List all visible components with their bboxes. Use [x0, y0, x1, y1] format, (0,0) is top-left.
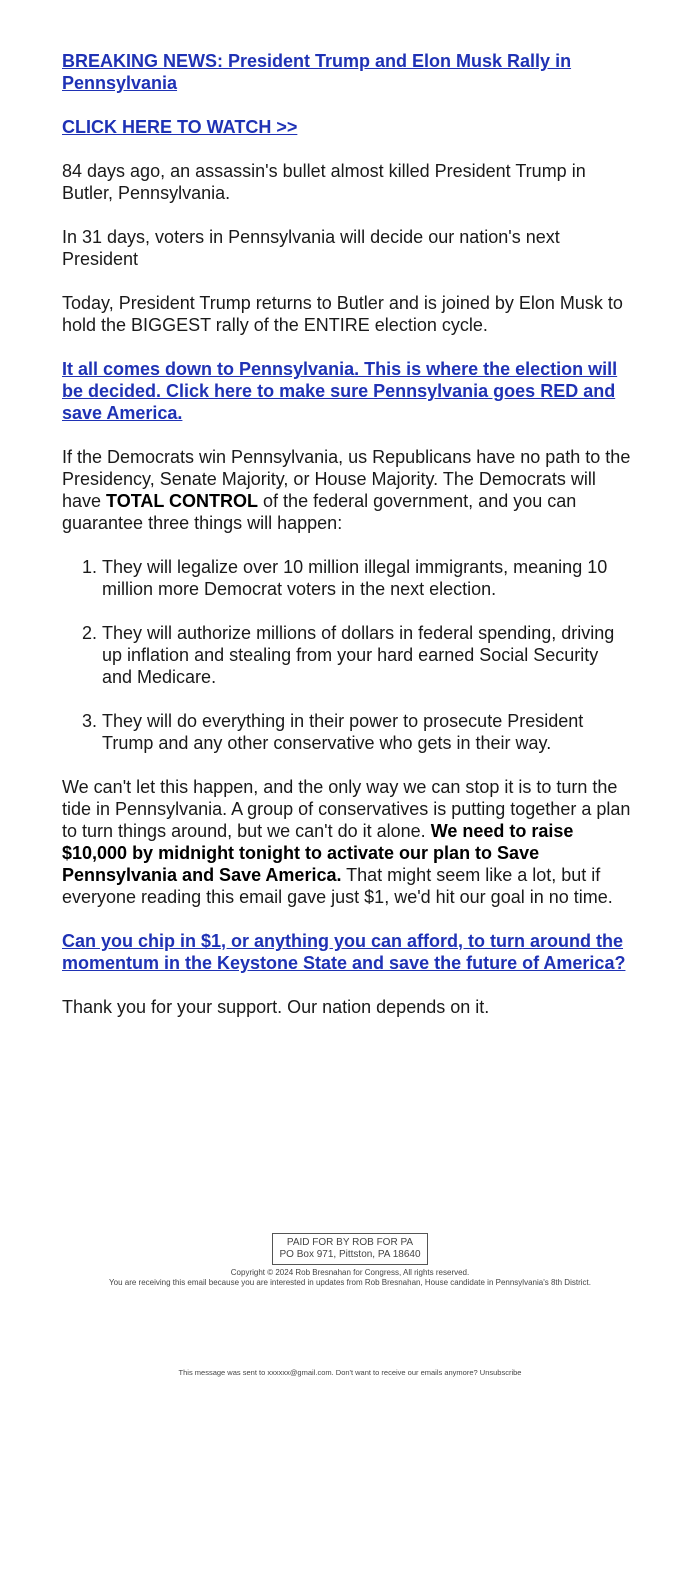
- plan-text-before: We can't let this happen, and the only way we can stop it is to turn the tide in Pennsylvania. A group of conservatives is putting together a plan to turn things around, but we can't do it alone.: [62, 777, 631, 841]
- email-body: [62, 50, 632, 1040]
- democrats-paragraph: [62, 446, 632, 534]
- watch-link[interactable]: CLICK HERE TO WATCH >>: [62, 117, 298, 137]
- total-control-bold: TOTAL CONTROL: [106, 491, 259, 511]
- thanks-paragraph: Thank you for your support. Our nation depends on it.: [62, 997, 490, 1017]
- headline-paragraph: [62, 50, 632, 94]
- mailing-address: PO Box 971, Pittston, PA 18640: [279, 1249, 421, 1260]
- copyright-text: Copyright © 2024 Rob Bresnahan for Congress, All rights reserved.: [230, 1268, 470, 1277]
- threat-item: 3. They will do everything in their power to prosecute President Trump and any other conservative who gets in their way.: [102, 710, 632, 754]
- fundraising-goal-bold: We need to raise $10,000 by midnight tonight to activate our plan to Save Pennsylvania and Save America.: [62, 821, 574, 885]
- paid-for-line: PAID FOR BY ROB FOR PA: [286, 1237, 414, 1248]
- watch-paragraph: [62, 116, 632, 138]
- plan-paragraph: [62, 776, 632, 908]
- days-paragraph: In 31 days, voters in Pennsylvania will decide our nation's next President: [62, 227, 560, 269]
- today-paragraph: Today, President Trump returns to Butler and is joined by Elon Musk to hold the BIGGEST rally of the ENTIRE election cycle.: [62, 293, 623, 335]
- unsubscribe-notice: [0, 1368, 700, 1378]
- threat-item: 1. They will legalize over 10 million illegal immigrants, meaning 10 million more Democrat voters in the next election.: [102, 556, 632, 600]
- headline-link[interactable]: BREAKING NEWS: President Trump and Elon Musk Rally in Pennsylvania: [62, 51, 572, 93]
- unsubscribe-link[interactable]: Unsubscribe: [479, 1368, 522, 1377]
- democrats-text-before: If the Democrats win Pennsylvania, us Republicans have no path to the Presidency, Senate Majority, or House Majority. The Democrats will have: [62, 447, 631, 511]
- threat-item: 2. They will authorize millions of dollars in federal spending, driving up inflation and stealing from your hard earned Social Security and Medicare.: [102, 622, 632, 688]
- chip-in-link[interactable]: Can you chip in $1, or anything you can afford, to turn around the momentum in the Keystone State and save the future of America?: [62, 931, 626, 973]
- email-footer: [0, 1233, 700, 1288]
- plan-text-after: That might seem like a lot, but if everyone reading this email gave just $1, we'd hit our goal in no time.: [62, 865, 613, 907]
- pa-link-paragraph: [62, 358, 632, 424]
- democrats-text-after: of the federal government, and you can guarantee three things will happen:: [62, 491, 577, 533]
- threats-list: [62, 556, 632, 754]
- chip-in-paragraph: [62, 930, 632, 974]
- receiving-reason-text: You are receiving this email because you are interested in updates from Rob Bresnahan, House candidate in Pennsylvania's 8th District.: [109, 1278, 591, 1287]
- pennsylvania-red-link[interactable]: It all comes down to Pennsylvania. This is where the election will be decided. Click here to make sure Pennsylvania goes RED and save America.: [62, 359, 618, 423]
- paid-for-disclaimer: [272, 1233, 427, 1265]
- assassin-paragraph: 84 days ago, an assassin's bullet almost killed President Trump in Butler, Pennsylvania.: [62, 161, 586, 203]
- sent-to-text: This message was sent to xxxxxx@gmail.com. Don't want to receive our emails anymore?: [178, 1368, 480, 1377]
